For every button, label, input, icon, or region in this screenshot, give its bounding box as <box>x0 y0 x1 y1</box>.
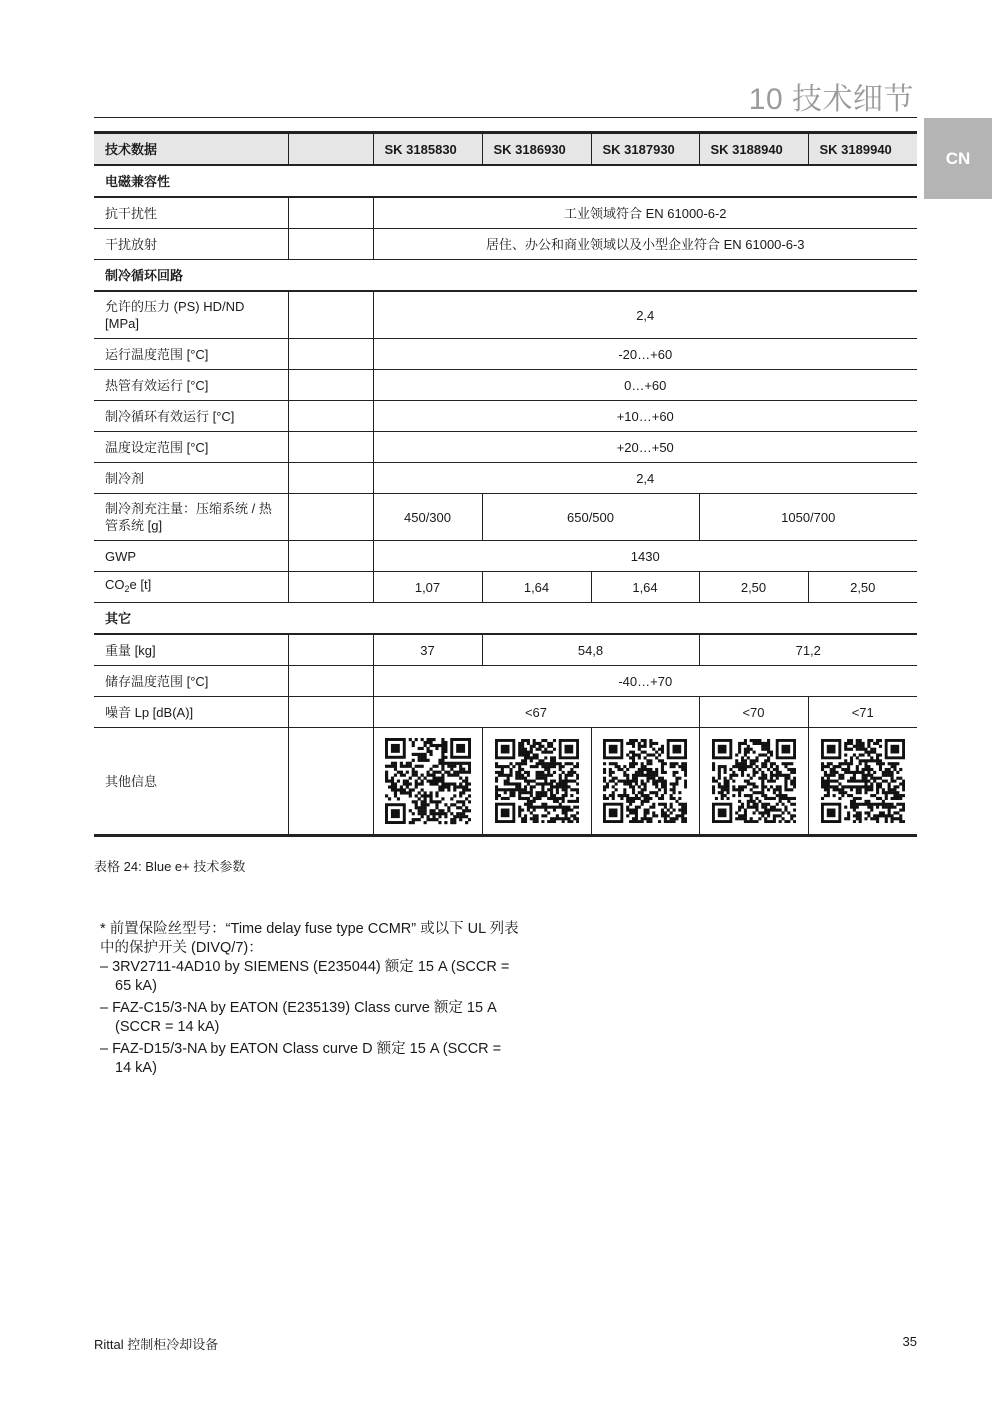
row-label: 干扰放射 <box>94 229 288 260</box>
row-value: 71,2 <box>699 634 917 666</box>
row-value: 2,50 <box>808 572 917 603</box>
row-label: 制冷循环有效运行 [°C] <box>94 401 288 432</box>
empty-cell <box>288 197 373 229</box>
chapter-title: 10 技术细节 <box>748 83 914 116</box>
row-value: 2,4 <box>373 291 917 339</box>
row-value: <70 <box>699 697 808 728</box>
header-model: SK 3189940 <box>808 133 917 166</box>
row-label: 温度设定范围 [°C] <box>94 432 288 463</box>
table-row <box>94 229 917 260</box>
table-row <box>94 634 917 666</box>
row-label <box>94 572 288 603</box>
spec-table <box>94 131 917 837</box>
row-value: <67 <box>373 697 699 728</box>
row-value: 54,8 <box>482 634 699 666</box>
empty-cell <box>288 432 373 463</box>
row-value: 2,50 <box>699 572 808 603</box>
header-label: 技术数据 <box>94 133 288 166</box>
row-value: 1,07 <box>373 572 482 603</box>
empty-cell <box>288 291 373 339</box>
co2-unit: e [t] <box>129 577 152 592</box>
qr-code-icon[interactable] <box>712 739 796 823</box>
empty-cell <box>288 728 373 836</box>
table-row <box>94 697 917 728</box>
row-value: 1430 <box>373 541 917 572</box>
table-caption: 表格 24: Blue e+ 技术参数 <box>94 859 246 874</box>
title-rule <box>94 117 917 118</box>
row-label: 其他信息 <box>94 728 288 836</box>
empty-cell <box>288 697 373 728</box>
table-row <box>94 401 917 432</box>
empty-cell <box>288 572 373 603</box>
empty-cell <box>288 401 373 432</box>
row-value: 1,64 <box>482 572 591 603</box>
row-label: 允许的压力 (PS) HD/ND [MPa] <box>94 291 288 339</box>
qr-code-icon[interactable] <box>385 737 471 825</box>
row-label: 热管有效运行 [°C] <box>94 370 288 401</box>
empty-cell <box>288 339 373 370</box>
empty-cell <box>288 634 373 666</box>
empty-cell <box>288 494 373 541</box>
header-model: SK 3185830 <box>373 133 482 166</box>
empty-cell <box>288 229 373 260</box>
row-value: 工业领域符合 EN 61000-6-2 <box>373 197 917 229</box>
empty-cell <box>288 370 373 401</box>
row-value: 1050/700 <box>699 494 917 541</box>
row-label: 重量 [kg] <box>94 634 288 666</box>
table-row <box>94 494 917 541</box>
row-label: 抗干扰性 <box>94 197 288 229</box>
table-row <box>94 728 917 836</box>
qr-code-icon[interactable] <box>821 739 905 823</box>
row-label: GWP <box>94 541 288 572</box>
header-model: SK 3188940 <box>699 133 808 166</box>
section-emc: 电磁兼容性 <box>94 165 917 197</box>
empty-cell <box>288 463 373 494</box>
section-row <box>94 260 917 292</box>
header-blank <box>288 133 373 166</box>
table-row <box>94 463 917 494</box>
row-value: 居住、办公和商业领域以及小型企业符合 EN 61000-6-3 <box>373 229 917 260</box>
row-label: 运行温度范围 [°C] <box>94 339 288 370</box>
qr-code-icon[interactable] <box>495 739 579 823</box>
row-label: 制冷剂充注量：压缩系统 / 热管系统 [g] <box>94 494 288 541</box>
notes-intro: * 前置保险丝型号：“Time delay fuse type CCMR” 或以下 UL 列表中的保护开关 (DIVQ/7)： <box>100 921 519 956</box>
co2-label: CO <box>105 577 125 592</box>
table-row <box>94 666 917 697</box>
row-value: +20…+50 <box>373 432 917 463</box>
row-label: 制冷剂 <box>94 463 288 494</box>
qr-code-icon[interactable] <box>603 739 687 823</box>
list-item: – 3RV2711-4AD10 by SIEMENS (E235044) 额定 15 A (SCCR = 65 kA) <box>100 959 510 994</box>
footer-publisher: Rittal 控制柜冷却设备 <box>94 1337 219 1352</box>
table-row <box>94 572 917 603</box>
row-value: -20…+60 <box>373 339 917 370</box>
row-value: <71 <box>808 697 917 728</box>
table-row <box>94 432 917 463</box>
notes-list <box>100 958 520 1078</box>
table-row <box>94 339 917 370</box>
header-model: SK 3186930 <box>482 133 591 166</box>
row-value: -40…+70 <box>373 666 917 697</box>
row-value: 37 <box>373 634 482 666</box>
empty-cell <box>288 666 373 697</box>
section-other: 其它 <box>94 603 917 635</box>
section-cooling: 制冷循环回路 <box>94 260 917 292</box>
table-row <box>94 370 917 401</box>
list-item: – FAZ-D15/3-NA by EATON Class curve D 额定 15 A (SCCR = 14 kA) <box>100 1041 502 1076</box>
table-row <box>94 541 917 572</box>
row-value: 450/300 <box>373 494 482 541</box>
co2-subscript: 2 <box>124 584 130 594</box>
table-row <box>94 197 917 229</box>
row-value: 1,64 <box>591 572 699 603</box>
list-item: – FAZ-C15/3-NA by EATON (E235139) Class curve 额定 15 A (SCCR = 14 kA) <box>100 1000 496 1035</box>
row-label: 储存温度范围 [°C] <box>94 666 288 697</box>
language-tab[interactable]: CN <box>924 118 992 199</box>
row-value: +10…+60 <box>373 401 917 432</box>
row-value: 650/500 <box>482 494 699 541</box>
page-number: 35 <box>902 1334 917 1349</box>
table-row <box>94 291 917 339</box>
empty-cell <box>288 541 373 572</box>
section-row <box>94 603 917 635</box>
row-value: 0…+60 <box>373 370 917 401</box>
fuse-notes <box>100 920 520 1081</box>
section-row <box>94 165 917 197</box>
header-model: SK 3187930 <box>591 133 699 166</box>
row-label: 噪音 Lp [dB(A)] <box>94 697 288 728</box>
table-header-row <box>94 133 917 166</box>
row-value: 2,4 <box>373 463 917 494</box>
